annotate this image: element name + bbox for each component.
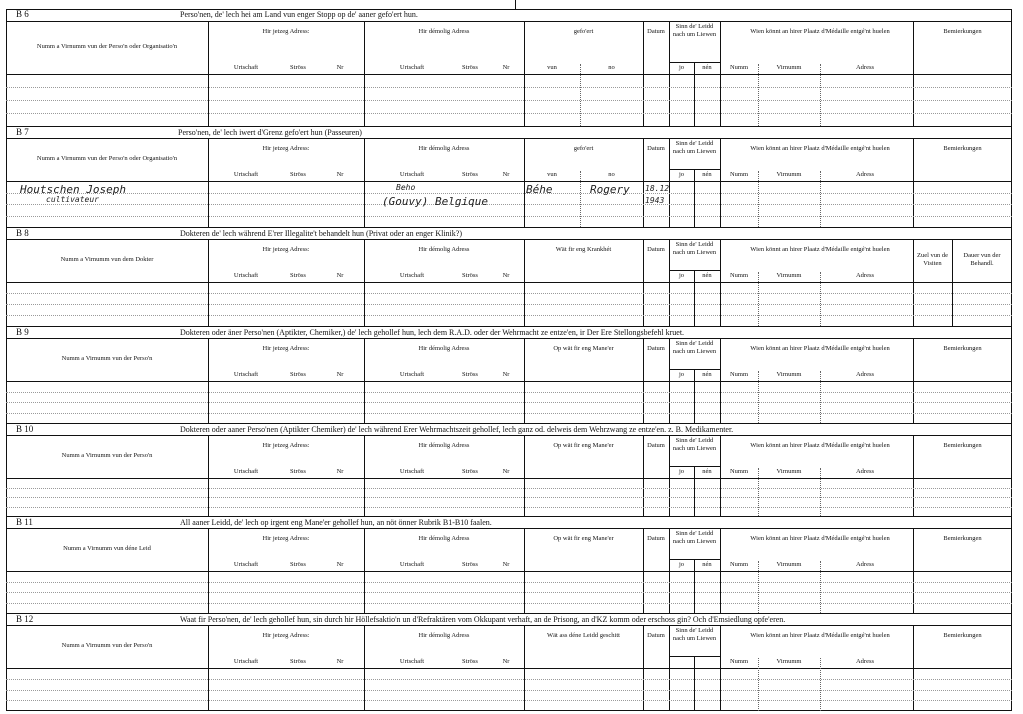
current-address-label: Hir jetzeg Adress:: [262, 246, 310, 253]
section-b-7: [6, 126, 1012, 227]
nen-label: nén: [702, 272, 712, 279]
section-title-bar: [6, 423, 1012, 436]
numm-divider: [758, 371, 759, 423]
numm-divider: [758, 658, 759, 711]
stross-label: Ströss: [290, 171, 306, 178]
nr-label: Nr: [336, 64, 344, 71]
virnumm-divider: [820, 272, 821, 326]
group3-label: Op wät fir eng Mane'er: [553, 442, 614, 449]
numm-divider: [758, 64, 759, 126]
datum-label: Datum: [647, 632, 665, 639]
column-divider: [208, 22, 209, 126]
virnumm-label: Virnumm: [776, 272, 802, 279]
virnumm-label: Virnumm: [776, 171, 802, 178]
entry-row-line: [6, 402, 1012, 403]
stross-label: Ströss: [462, 561, 478, 568]
former-address-label: Hir démolig Adress: [418, 535, 470, 542]
vun-label: vun: [547, 64, 557, 71]
group3-label: gefo'ert: [573, 28, 594, 35]
name-column-label: Numm a Virnumm vun dem Dokter: [60, 256, 154, 263]
alive-label: Sinn de' Leidd nach um Liewen: [672, 340, 717, 355]
group3-label: Op wät fir eng Mane'er: [553, 345, 614, 352]
stross-label: Ströss: [290, 561, 306, 568]
numm-label: Numm: [729, 658, 749, 665]
section-title-bar: [6, 126, 1012, 139]
nr-label: Nr: [502, 371, 510, 378]
section-title: Waat fir Perso'nen, de' lech gehollef hun, sin durch hir Höllefsaktio'n un d'Refraktären vom Okkupant verhaft, an de Prisong, an d'KZ komm oder erschoss gin? Och d'Emsiedlung opfe'eren.: [180, 615, 786, 624]
numm-label: Numm: [729, 371, 749, 378]
sinn-underline: [669, 466, 720, 467]
adress-label: Adress: [855, 371, 875, 378]
name-column-label: Numm a Virnumm vun der Perso'n: [61, 452, 153, 459]
stross-label: Ströss: [462, 64, 478, 71]
column-divider: [524, 22, 525, 126]
jo-label: jo: [678, 468, 685, 475]
sinn-underline: [669, 62, 720, 63]
alive-label: Sinn de' Leidd nach um Liewen: [672, 437, 717, 452]
section-title: Dokteren oder aaner Perso'nen (Aptikter Chemiker) de' lech während Erer Wehrmachtszeit gehollef, lech ganz od. delweis dem Wehrzwang ze entze'en. z. B. Medikamenter.: [180, 425, 734, 434]
stross-label: Ströss: [462, 272, 478, 279]
former-address-label: Hir démolig Adress: [418, 145, 470, 152]
sinn-underline: [669, 169, 720, 170]
entry-row-line: [6, 113, 1012, 114]
section-code: B 12: [16, 614, 34, 624]
vun-label: vun: [547, 171, 557, 178]
nr-label: Nr: [336, 658, 344, 665]
datum-label: Datum: [647, 145, 665, 152]
urtschaft-label: Urtschaft: [399, 658, 425, 665]
stross-label: Ströss: [462, 371, 478, 378]
alive-label: Sinn de' Leidd nach um Liewen: [672, 627, 717, 642]
stross-label: Ströss: [290, 272, 306, 279]
column-divider: [913, 22, 914, 126]
remarks-label: Bemierkungen: [943, 442, 982, 449]
nr-label: Nr: [502, 64, 510, 71]
current-address-label: Hir jetzeg Adress:: [262, 345, 310, 352]
nr-label: Nr: [502, 171, 510, 178]
nr-label: Nr: [336, 371, 344, 378]
sinn-underline: [669, 270, 720, 271]
remarks-label: Bemierkungen: [943, 632, 982, 639]
datum-label: Datum: [647, 246, 665, 253]
section-b-10: [6, 423, 1012, 516]
numm-divider: [758, 468, 759, 516]
adress-label: Adress: [855, 272, 875, 279]
group3-label: Op wät fir eng Mane'er: [553, 535, 614, 542]
name-column-label: Numm a Virnumm vun déne Leid: [63, 545, 151, 552]
numm-label: Numm: [729, 561, 749, 568]
medal-label: Wien könnt an hirer Plaatz d'Médaille entgé'nt huelen: [750, 632, 890, 639]
entry-row-line: [6, 304, 1012, 305]
numm-label: Numm: [729, 468, 749, 475]
urtschaft-label: Urtschaft: [233, 561, 259, 568]
section-code: B 11: [16, 517, 33, 527]
nen-label: nén: [702, 468, 712, 475]
section-b-12: [6, 613, 1012, 711]
section-title: Perso'nen, de' lech hei am Land vun enger Stopp op de' aaner gefo'ert hun.: [180, 10, 418, 19]
nr-label: Nr: [502, 272, 510, 279]
section-code: B 8: [16, 228, 29, 238]
no-label: no: [608, 171, 615, 178]
adress-label: Adress: [855, 64, 875, 71]
entry-row-line: [6, 315, 1012, 316]
former-address-label: Hir démolig Adress: [418, 246, 470, 253]
stross-label: Ströss: [462, 468, 478, 475]
virnumm-divider: [820, 64, 821, 126]
entry-row-line: [6, 497, 1012, 498]
virnumm-divider: [820, 658, 821, 711]
section-code: B 9: [16, 327, 29, 337]
datum-label: Datum: [647, 442, 665, 449]
remarks-label: Bemierkungen: [943, 28, 982, 35]
nen-label: nén: [702, 64, 712, 71]
jo-label: jo: [678, 561, 685, 568]
adress-label: Adress: [855, 561, 875, 568]
group3-label: Wät ass déne Leidd geschitt: [547, 632, 620, 639]
urtschaft-label: Urtschaft: [233, 171, 259, 178]
column-divider: [720, 139, 721, 227]
medal-label: Wien könnt an hirer Plaatz d'Médaille entgé'nt huelen: [750, 246, 890, 253]
entry-row-line: [6, 488, 1012, 489]
column-divider: [720, 529, 721, 613]
urtschaft-label: Urtschaft: [233, 272, 259, 279]
section-title: All aaner Leidd, de' lech op irgent eng Mane'er gehollef hun, an nöt önner Rubrik B1-B10 faalen.: [180, 518, 492, 527]
numm-divider: [758, 561, 759, 613]
nr-label: Nr: [502, 658, 510, 665]
sinn-underline: [669, 369, 720, 370]
urtschaft-label: Urtschaft: [233, 468, 259, 475]
handwritten-from: Béhe: [526, 183, 553, 196]
numm-label: Numm: [729, 64, 749, 71]
vun-no-divider: [580, 171, 581, 227]
former-address-label: Hir démolig Adress: [418, 28, 470, 35]
visits-label: Zuel vun de Visiten: [916, 252, 949, 267]
section-title-bar: [6, 516, 1012, 529]
alive-label: Sinn de' Leidd nach um Liewen: [672, 241, 717, 256]
nen-label: nén: [702, 171, 712, 178]
handwritten-name: Houtschen Joseph: [20, 183, 126, 196]
former-address-label: Hir démolig Adress: [418, 632, 470, 639]
jo-nen-divider: [694, 62, 695, 126]
numm-divider: [758, 272, 759, 326]
datum-label: Datum: [647, 28, 665, 35]
handwritten-address-town: Beho: [396, 183, 416, 192]
entry-row-line: [6, 413, 1012, 414]
column-divider: [364, 22, 365, 126]
entry-row-line: [6, 293, 1012, 294]
column-divider: [720, 240, 721, 326]
remarks-label: Bemierkungen: [943, 345, 982, 352]
section-title: Perso'nen, de' lech iwert d'Grenz gefo'ert hun (Passeuren): [178, 128, 362, 137]
urtschaft-label: Urtschaft: [399, 272, 425, 279]
stross-label: Ströss: [462, 658, 478, 665]
entry-row-line: [6, 690, 1012, 691]
virnumm-label: Virnumm: [776, 561, 802, 568]
column-divider: [643, 22, 644, 126]
medal-label: Wien könnt an hirer Plaatz d'Médaille entgé'nt huelen: [750, 442, 890, 449]
adress-label: Adress: [855, 171, 875, 178]
stross-label: Ströss: [290, 468, 306, 475]
stross-label: Ströss: [462, 171, 478, 178]
handwritten-address-country: (Gouvy) Belgique: [382, 195, 488, 208]
section-b-11: [6, 516, 1012, 613]
section-title-bar: [6, 227, 1012, 240]
numm-label: Numm: [729, 171, 749, 178]
stross-label: Ströss: [290, 658, 306, 665]
section-code: B 6: [16, 9, 29, 19]
name-column-label: Numm a Virnumm vun der Perso'n oder Organisatio'n: [36, 155, 178, 162]
virnumm-divider: [820, 371, 821, 423]
jo-label: jo: [678, 171, 685, 178]
entry-row-line: [6, 582, 1012, 583]
entry-row-line: [6, 392, 1012, 393]
urtschaft-label: Urtschaft: [399, 171, 425, 178]
current-address-label: Hir jetzeg Adress:: [262, 535, 310, 542]
entry-row-line: [6, 100, 1012, 101]
jo-label: jo: [678, 371, 685, 378]
handwritten-to: Rogery: [590, 183, 630, 196]
virnumm-divider: [820, 171, 821, 227]
current-address-label: Hir jetzeg Adress:: [262, 442, 310, 449]
medal-label: Wien könnt an hirer Plaatz d'Médaille entgé'nt huelen: [750, 28, 890, 35]
section-title-bar: [6, 326, 1012, 339]
urtschaft-label: Urtschaft: [399, 64, 425, 71]
current-address-label: Hir jetzeg Adress:: [262, 145, 310, 152]
medal-label: Wien könnt an hirer Plaatz d'Médaille entgé'nt huelen: [750, 535, 890, 542]
handwritten-occupation: cultivateur: [46, 195, 99, 204]
section-title-bar: [6, 613, 1012, 626]
section-b-6: [6, 9, 1012, 126]
former-address-label: Hir démolig Adress: [418, 442, 470, 449]
entry-row-line: [6, 603, 1012, 604]
jo-nen-divider: [694, 656, 695, 711]
former-address-label: Hir démolig Adress: [418, 345, 470, 352]
urtschaft-label: Urtschaft: [399, 561, 425, 568]
urtschaft-label: Urtschaft: [233, 371, 259, 378]
nr-label: Nr: [336, 468, 344, 475]
nr-label: Nr: [502, 561, 510, 568]
datum-label: Datum: [647, 535, 665, 542]
entry-row-line: [6, 216, 1012, 217]
entry-row-line: [6, 700, 1012, 701]
vun-no-divider: [580, 64, 581, 126]
numm-divider: [758, 171, 759, 227]
section-b-9: [6, 326, 1012, 423]
virnumm-label: Virnumm: [776, 371, 802, 378]
numm-label: Numm: [729, 272, 749, 279]
section-b-8: [6, 227, 1012, 326]
alive-label: Sinn de' Leidd nach um Liewen: [672, 140, 717, 155]
adress-label: Adress: [855, 468, 875, 475]
stross-label: Ströss: [290, 64, 306, 71]
virnumm-label: Virnumm: [776, 468, 802, 475]
sinn-underline: [669, 559, 720, 560]
virnumm-divider: [820, 468, 821, 516]
nr-label: Nr: [502, 468, 510, 475]
nr-label: Nr: [336, 561, 344, 568]
virnumm-label: Virnumm: [776, 64, 802, 71]
remarks-label: Bemierkungen: [943, 145, 982, 152]
name-column-label: Numm a Virnumm vun der Perso'n: [61, 355, 153, 362]
section-code: B 10: [16, 424, 34, 434]
section-title: Dokteren oder äner Perso'nen (Aptikter, Chemiker,) de' lech gehollef hun, lech dem R.A.D. oder der Wehrmacht ze entze'en, ir Der Ere Stellongsbefehl kruet.: [180, 328, 685, 337]
nen-label: nén: [702, 371, 712, 378]
entry-row-line: [6, 204, 1012, 205]
adress-label: Adress: [855, 658, 875, 665]
nr-label: Nr: [336, 272, 344, 279]
column-divider: [720, 626, 721, 711]
datum-label: Datum: [647, 345, 665, 352]
entry-row-line: [6, 87, 1012, 88]
urtschaft-label: Urtschaft: [233, 658, 259, 665]
remarks-label: Bemierkungen: [943, 535, 982, 542]
group3-label: gefo'ert: [573, 145, 594, 152]
entry-row-line: [6, 193, 1012, 194]
column-divider: [720, 436, 721, 516]
handwritten-date-year: 1943: [645, 196, 665, 205]
handwritten-date-day: 18.12: [645, 184, 670, 193]
section-title: Dokteren de' lech während E'rer Illegalite't behandelt hun (Privat oder an enger Klinik?): [180, 229, 462, 238]
jo-label: jo: [678, 272, 685, 279]
current-address-label: Hir jetzeg Adress:: [262, 28, 310, 35]
name-column-label: Numm a Virnumm vun der Perso'n oder Organisatio'n: [36, 43, 178, 50]
no-label: no: [608, 64, 615, 71]
nr-label: Nr: [336, 171, 344, 178]
alive-label: Sinn de' Leidd nach um Liewen: [672, 530, 717, 545]
section-code: B 7: [16, 127, 29, 137]
alive-label: Sinn de' Leidd nach um Liewen: [672, 23, 717, 38]
stross-label: Ströss: [290, 371, 306, 378]
sinn-underline: [669, 656, 720, 657]
column-divider: [720, 22, 721, 126]
urtschaft-label: Urtschaft: [233, 64, 259, 71]
medal-label: Wien könnt an hirer Plaatz d'Médaille entgé'nt huelen: [750, 145, 890, 152]
entry-row-line: [6, 507, 1012, 508]
entry-row-line: [6, 679, 1012, 680]
urtschaft-label: Urtschaft: [399, 371, 425, 378]
name-column-label: Numm a Virnumm vun der Perso'n: [61, 642, 153, 649]
nen-label: nén: [702, 561, 712, 568]
entry-row-line: [6, 592, 1012, 593]
medal-label: Wien könnt an hirer Plaatz d'Médaille entgé'nt huelen: [750, 345, 890, 352]
virnumm-divider: [820, 561, 821, 613]
duration-label: Dauer vun der Behandl.: [963, 252, 1001, 267]
virnumm-label: Virnumm: [776, 658, 802, 665]
group3-label: Wät fir eng Krankhét: [555, 246, 612, 253]
section-title-bar: [6, 9, 1012, 22]
urtschaft-label: Urtschaft: [399, 468, 425, 475]
column-divider: [720, 339, 721, 423]
jo-label: jo: [678, 64, 685, 71]
current-address-label: Hir jetzeg Adress:: [262, 632, 310, 639]
